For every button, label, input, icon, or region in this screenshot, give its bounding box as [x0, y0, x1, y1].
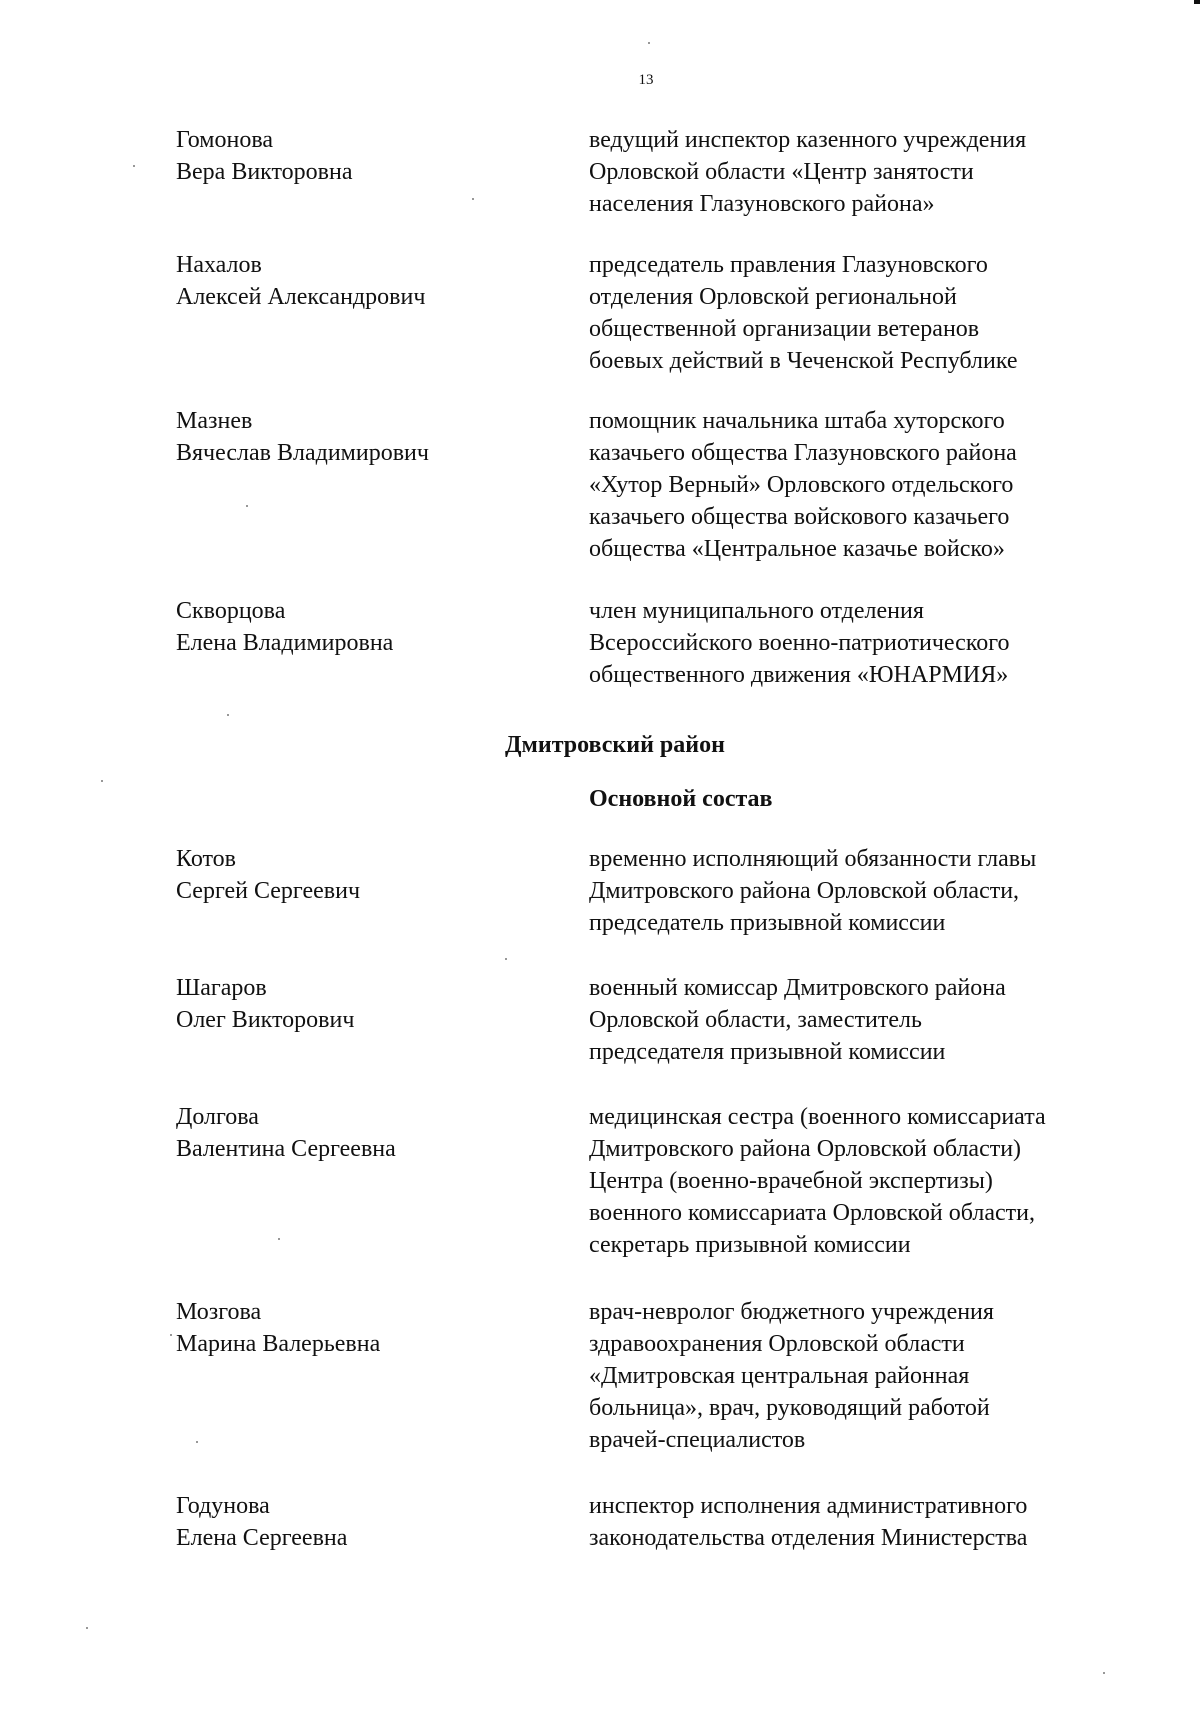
- scan-speck: [133, 165, 135, 167]
- subsection-title: Основной состав: [589, 786, 773, 812]
- scan-speck: [170, 1334, 172, 1336]
- scan-speck: [472, 198, 474, 200]
- member-role: помощник начальника штаба хуторского казачьего общества Глазуновского района «Хутор Верный» Орловского отдельского казачьего общества войскового казачьего общества «Центральное казачье войско»: [589, 408, 1017, 562]
- member-name: Мазнев Вячеслав Владимирович: [176, 408, 429, 466]
- member-role: медицинская сестра (военного комиссариата Дмитровского района Орловской области) Центра (военно-врачебной экспертизы) военного комиссариата Орловской области, секретарь призывной комиссии: [589, 1104, 1046, 1258]
- scan-speck: [278, 1238, 280, 1240]
- member-role: ведущий инспектор казенного учреждения Орловской области «Центр занятости населения Глазуновского района»: [589, 127, 1027, 217]
- scan-speck: [648, 42, 650, 44]
- scan-edge-mark: [1194, 0, 1200, 4]
- member-role: инспектор исполнения административного законодательства отделения Министерства: [589, 1493, 1028, 1551]
- scan-speck: [246, 505, 248, 507]
- scan-speck: [505, 958, 507, 960]
- member-role: военный комиссар Дмитровского района Орловской области, заместитель председателя призывной комиссии: [589, 975, 1006, 1065]
- section-title: Дмитровский район: [505, 732, 725, 758]
- member-role: врач-невролог бюджетного учреждения здравоохранения Орловской области «Дмитровская центральная районная больница», врач, руководящий работой врачей-специалистов: [589, 1299, 994, 1453]
- member-name: Скворцова Елена Владимировна: [176, 598, 394, 656]
- member-role: председатель правления Глазуновского отделения Орловской региональной общественной организации ветеранов боевых действий в Чеченской Республике: [589, 252, 1018, 374]
- member-name: Котов Сергей Сергеевич: [176, 846, 361, 904]
- member-name: Мозгова Марина Валерьевна: [176, 1299, 381, 1357]
- member-name: Нахалов Алексей Александрович: [176, 252, 426, 310]
- member-name: Годунова Елена Сергеевна: [176, 1493, 348, 1551]
- scan-speck: [196, 1441, 198, 1443]
- member-role: член муниципального отделения Всероссийского военно-патриотического общественного движения «ЮНАРМИЯ»: [589, 598, 1010, 688]
- scan-speck: [101, 780, 103, 782]
- member-name: Гомонова Вера Викторовна: [176, 127, 353, 185]
- member-role: временно исполняющий обязанности главы Дмитровского района Орловской области, председатель призывной комиссии: [589, 846, 1037, 936]
- scan-speck: [227, 714, 229, 716]
- page-number: 13: [638, 72, 654, 88]
- scan-speck: [1103, 1672, 1105, 1674]
- member-name: Шагаров Олег Викторович: [176, 975, 355, 1033]
- member-name: Долгова Валентина Сергеевна: [176, 1104, 396, 1162]
- scan-speck: [86, 1627, 88, 1629]
